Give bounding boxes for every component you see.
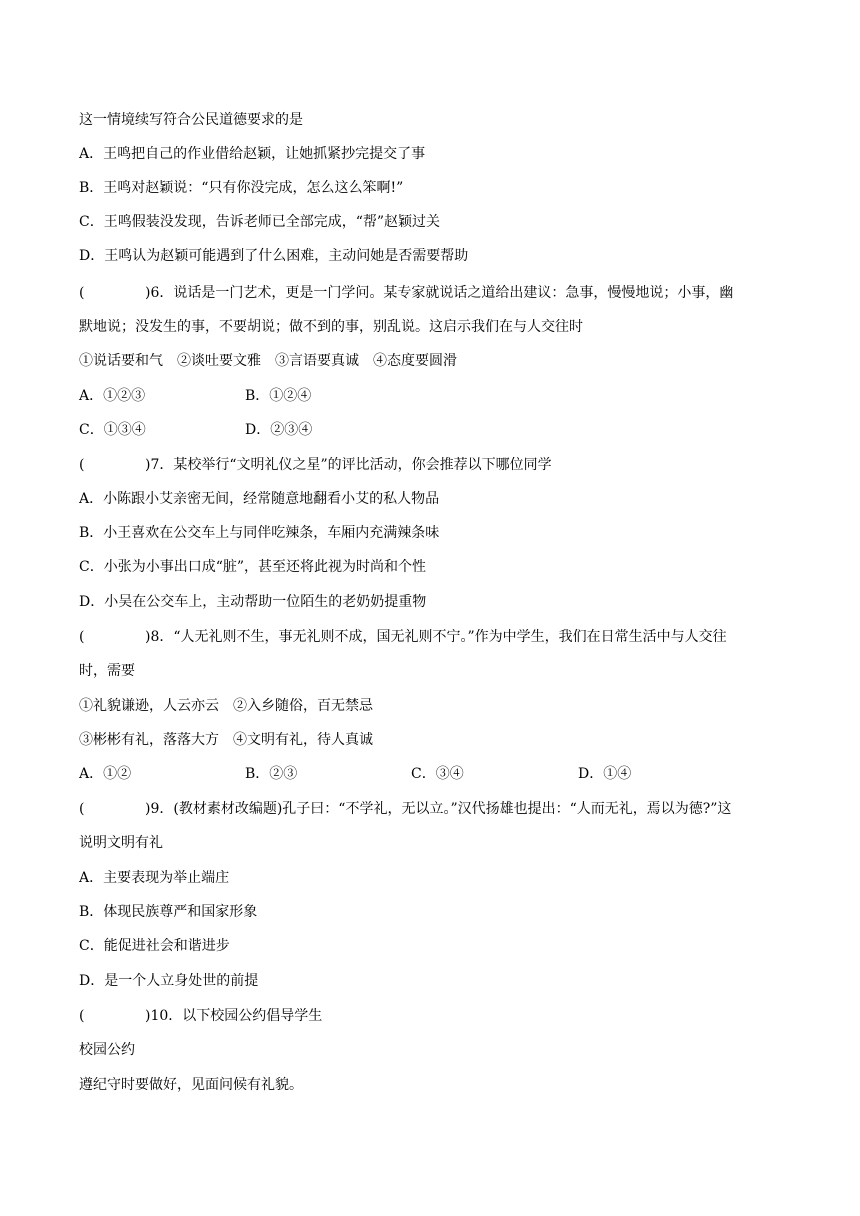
q8-option-d: D．①④ (578, 766, 632, 782)
answer-bracket: ( (79, 285, 85, 301)
q6-option-a: A．①②③ (79, 388, 146, 404)
question-6-stem-cont: 默地说；没发生的事，不要胡说；做不到的事，别乱说。这启示我们在与人交往时 (79, 319, 583, 335)
q8-option-c: C．③④ (411, 766, 464, 782)
q7-option-b: B．小王喜欢在公交车上与同伴吃辣条，车厢内充满辣条味 (79, 525, 440, 541)
question-7-stem: ( )7．某校举行“文明礼仪之星”的评比活动，你会推荐以下哪位同学 (79, 457, 552, 473)
q7-option-c: C．小张为小事出口成“脏”，甚至还将此视为时尚和个性 (79, 559, 427, 575)
answer-bracket: ( (79, 457, 85, 473)
q9-option-d: D．是一个人立身处世的前提 (79, 973, 259, 989)
question-6-stem: ( )6．说话是一门艺术，更是一门学问。某专家就说话之道给出建议：急事，慢慢地说；小事，幽 (79, 285, 734, 301)
q6-option-c: C．①③④ (79, 422, 146, 438)
question-8-stem: ( )8．“人无礼则不生，事无礼则不成，国无礼则不宁。”作为中学生，我们在日常生活中与人交往 (79, 629, 727, 645)
q9-option-b: B．体现民族尊严和国家形象 (79, 904, 258, 920)
q9-option-a: A．主要表现为举止端庄 (79, 870, 230, 886)
question-10-stem: ( )10．以下校园公约倡导学生 (79, 1008, 323, 1024)
q8-option-b: B．②③ (245, 766, 298, 782)
campus-charter-body: 遵纪守时要做好，见面问候有礼貌。 (79, 1077, 303, 1093)
q5-option-a: A．王鸣把自己的作业借给赵颖，让她抓紧抄完提交了事 (79, 146, 426, 162)
question-9-stem-cont: 说明文明有礼 (79, 835, 163, 851)
question-6-statements: ①说话要和气 ②谈吐要文雅 ③言语要真诚 ④态度要圆滑 (79, 353, 457, 369)
q5-option-d: D．王鸣认为赵颖可能遇到了什么困难，主动问她是否需要帮助 (79, 248, 469, 264)
question-9-stem: ( )9．(教材素材改编题)孔子曰：“不学礼，无以立。”汉代扬雄也提出：“人而无礼，焉以为德?”这 (79, 801, 732, 817)
q7-option-a: A．小陈跟小艾亲密无间，经常随意地翻看小艾的私人物品 (79, 491, 440, 507)
q9-option-c: C．能促进社会和谐进步 (79, 938, 230, 954)
question-8-statements-2: ③彬彬有礼，落落大方 ④文明有礼，待人真诚 (79, 732, 373, 748)
q6-option-b: B．①②④ (245, 388, 312, 404)
answer-bracket: ( (79, 1008, 85, 1024)
q8-option-a: A．①② (79, 766, 132, 782)
question-8-statements-1: ①礼貌谦逊，人云亦云 ②入乡随俗，百无禁忌 (79, 698, 373, 714)
q5-option-c: C．王鸣假装没发现，告诉老师已全部完成，“帮”赵颖过关 (79, 214, 441, 230)
question-5-stem-end: 这一情境续写符合公民道德要求的是 (79, 112, 303, 128)
question-8-stem-cont: 时，需要 (79, 663, 135, 679)
campus-charter-title: 校园公约 (79, 1042, 135, 1058)
q6-option-d: D．②③④ (245, 422, 313, 438)
q5-option-b: B．王鸣对赵颖说：“只有你没完成，怎么这么笨啊!” (79, 180, 404, 196)
answer-bracket: ( (79, 801, 85, 817)
q7-option-d: D．小吴在公交车上，主动帮助一位陌生的老奶奶提重物 (79, 594, 427, 610)
answer-bracket: ( (79, 629, 85, 645)
